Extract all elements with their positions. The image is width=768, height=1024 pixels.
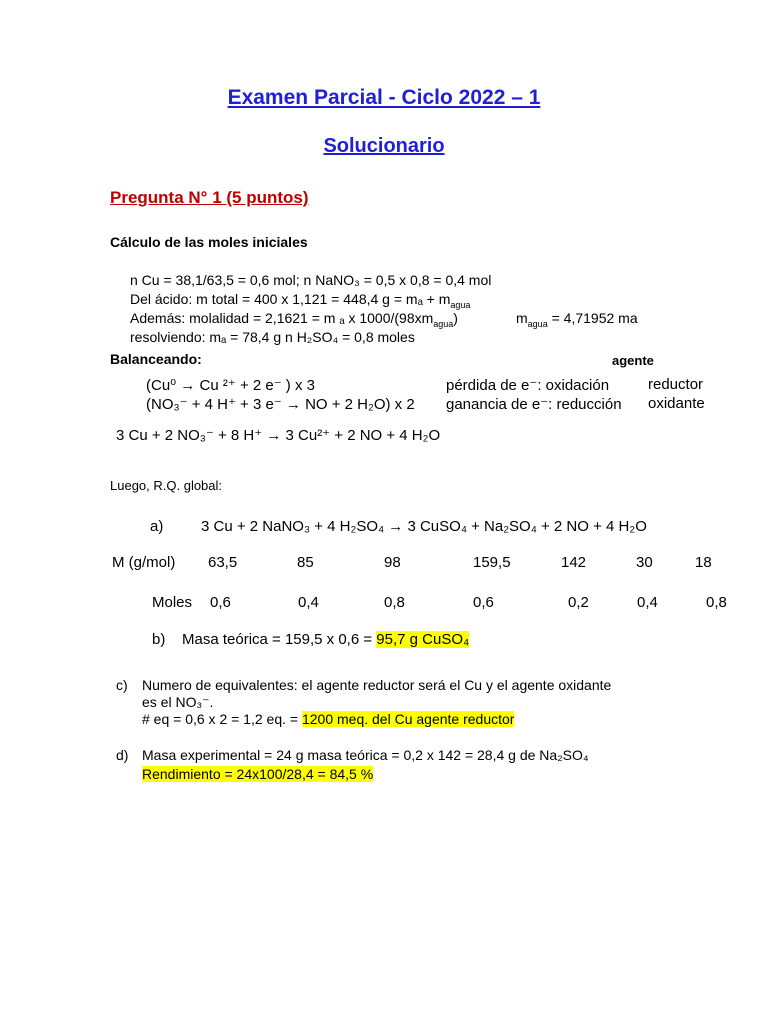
molar-mass-no: 30 xyxy=(636,554,653,571)
molar-mass-cu: 63,5 xyxy=(208,554,238,571)
part-d-line-1: Masa experimental = 24 g masa teórica = 0,2 x 142 = 28,4 g de Na₂SO₄ xyxy=(142,747,589,763)
moles-no: 0,4 xyxy=(637,594,658,611)
moles-label: Moles xyxy=(152,594,193,611)
moles-h2so4: 0,8 xyxy=(384,594,405,611)
half-reaction-1-desc: pérdida de e⁻: oxidación xyxy=(446,377,610,394)
page-subtitle: Solucionario xyxy=(323,135,445,157)
moles-line-2: Del ácido: m total = 400 x 1,121 = 448,4 $g = m_a + m_{agua}$ xyxy=(130,291,471,310)
moles-na2so4: 0,2 xyxy=(568,594,589,611)
section-initial-moles: Cálculo de las moles iniciales xyxy=(110,234,308,250)
moles-h2o: 0,8 xyxy=(706,594,727,611)
part-c-line-3: # eq = 0,6 x 2 = 1,2 eq. = 1200 meq. del Cu agente reductor xyxy=(142,711,515,727)
moles-line-3: Además: molalidad = 2,1621 = m ₐ x $1000/(98xm_{agua})$ xyxy=(130,310,458,329)
balancing-label: Balanceando: xyxy=(110,351,202,367)
global-equation: 3 Cu + 2 NaNO₃ + 4 H₂SO₄ → 3 CuSO₄ + Na₂SO₄ + 2 NO + 4 H₂O xyxy=(201,518,647,535)
agent-header: agente xyxy=(612,353,654,368)
half-reaction-2-desc: ganancia de e⁻: reducción xyxy=(446,396,622,413)
moles-cu: 0,6 xyxy=(210,594,231,611)
part-d-label: d) xyxy=(116,747,129,763)
molar-mass-label: M (g/mol) xyxy=(112,554,176,571)
question-heading: Pregunta N° 1 (5 puntos) xyxy=(110,188,309,207)
part-c-line-2: es el NO₃⁻. xyxy=(142,694,214,710)
page-title: Examen Parcial - Ciclo 2022 – 1 xyxy=(227,86,541,109)
part-c-line-1: Numero de equivalentes: el agente reductor será el Cu y el agente oxidante xyxy=(142,677,612,693)
part-b-label: b) xyxy=(152,631,166,648)
moles-cuso4: 0,6 xyxy=(473,594,494,611)
global-reaction-label: Luego, R.Q. global: xyxy=(110,478,223,493)
molar-mass-cuso4: 159,5 xyxy=(473,554,511,571)
part-c-label: c) xyxy=(116,677,128,693)
equivalents-result: 1200 meq. del Cu agente reductor xyxy=(301,711,515,727)
moles-line-4: resolviendo: mₐ = 78,4 g n H₂SO₄ = 0,8 moles xyxy=(130,329,415,345)
half-reaction-1: (Cu⁰ → Cu ²⁺ + 2 e⁻ ) x 3 xyxy=(146,377,315,394)
net-ionic-equation: 3 Cu + 2 NO₃⁻ + 8 H⁺ → 3 Cu²⁺ + 2 NO + 4 H₂O xyxy=(116,427,441,444)
half-reaction-2-agent: oxidante xyxy=(648,395,705,412)
part-d-line-2 xyxy=(142,766,373,782)
moles-nano3: 0,4 xyxy=(298,594,319,611)
half-reaction-2: (NO₃⁻ + 4 H⁺ + 3 e⁻ → NO + 2 H₂O) x 2 xyxy=(146,396,415,413)
yield-result: Rendimiento = 24x100/28,4 = 84,5 % xyxy=(142,766,374,782)
part-a-label: a) xyxy=(150,518,164,535)
molar-mass-h2so4: 98 xyxy=(384,554,401,571)
half-reaction-1-agent: reductor xyxy=(648,376,704,393)
molar-mass-nano3: 85 xyxy=(297,554,314,571)
theoretical-mass-result: 95,7 g CuSO₄ xyxy=(376,631,470,648)
part-b-text: Masa teórica = 159,5 x 0,6 = 95,7 g CuSO₄ xyxy=(182,631,470,648)
moles-line-1: n Cu = 38,1/63,5 = 0,6 mol; n NaNO₃ = 0,5 x 0,8 = 0,4 mol xyxy=(130,272,492,288)
molar-mass-na2so4: 142 xyxy=(561,554,587,571)
moles-line-3-right: $m_{agua} = 4,71952$ ma xyxy=(516,310,638,329)
molar-mass-h2o: 18 xyxy=(695,554,712,571)
